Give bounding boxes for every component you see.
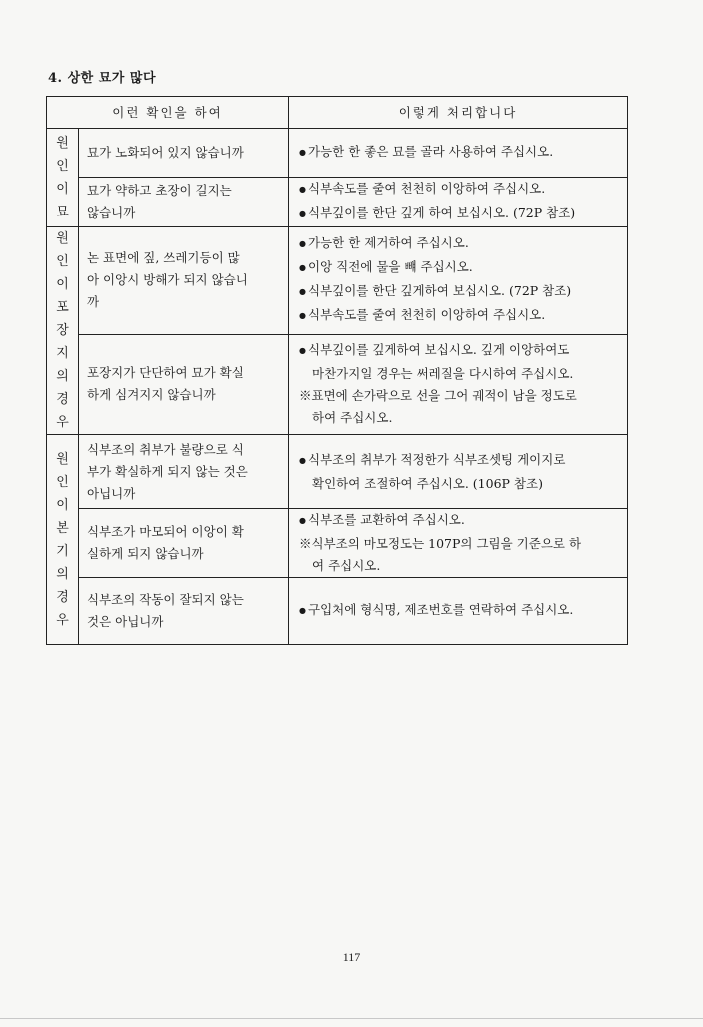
action-line: ● 식부깊이를 깊게하여 보십시오. 깊게 이앙하여도 <box>299 339 619 363</box>
check-line: 것은 아닙니까 <box>87 614 164 629</box>
action-line: ● 식부속도를 줄여 천천히 이앙하여 주십시오. <box>299 178 619 202</box>
check-line: 않습니까 <box>87 205 136 220</box>
check-line: 아 이앙시 방해가 되지 않습니 <box>87 272 248 288</box>
category-char: 의 <box>56 566 69 582</box>
category-char: 우 <box>56 415 69 430</box>
check-cell <box>79 178 289 227</box>
category-char: 원 <box>56 451 69 467</box>
check-line: 하게 심겨지지 않습니까 <box>87 387 216 403</box>
table-row <box>47 129 628 178</box>
category-cell <box>47 129 79 227</box>
action-note: ※ 식부조의 마모정도는 107P의 그림을 기준으로 하 <box>299 533 619 555</box>
check-line: 부가 확실하게 되지 않는 것은 <box>87 463 248 479</box>
action-line: 여 주십시오. <box>312 558 381 573</box>
check-line: 묘가 약하고 초장이 길지는 <box>87 183 232 198</box>
table-body <box>47 129 628 645</box>
action-line: ● 이앙 직전에 물을 뺴 주십시오. <box>299 256 619 280</box>
category-char: 우 <box>56 612 69 628</box>
check-line: 포장지가 단단하여 묘가 확실 <box>87 365 244 381</box>
check-line: 식부조의 취부가 불량으로 식 <box>87 441 244 457</box>
check-line: 식부조가 마모되어 이앙이 확 <box>87 524 244 539</box>
check-line: 묘가 노화되어 있지 않습니까 <box>87 145 244 160</box>
category-char: 의 <box>56 369 69 384</box>
action-line: ● 가능한 한 좋은 묘를 골라 사용하여 주십시오. <box>299 141 619 165</box>
check-line: 까 <box>87 294 100 310</box>
check-line: 실하게 되지 않습니까 <box>87 546 204 561</box>
category-char: 원 <box>56 231 69 246</box>
action-cell <box>289 435 628 509</box>
check-line: 논 표면에 짚, 쓰레기등이 많 <box>87 250 240 266</box>
action-line: ● 식부조를 교환하여 주십시오. <box>299 509 619 533</box>
action-line: ● 구입처에 형식명, 제조번호를 연락하여 주십시오. <box>299 599 619 623</box>
check-cell <box>79 509 289 578</box>
action-line: 확인하여 조절하여 주십시오. (106P 참조) <box>312 475 543 491</box>
category-char: 포 <box>56 300 69 315</box>
action-line: ● 식부조의 취부가 적정한가 식부조셋팅 게이지로 <box>299 449 619 473</box>
category-char: 이 <box>56 277 69 292</box>
category-cell <box>47 435 79 645</box>
header-check: 이런 확인을 하여 <box>47 97 289 129</box>
check-cell <box>79 334 289 434</box>
check-line: 아닙니까 <box>87 485 136 501</box>
action-line: ● 식부깊이를 한단 깊게하여 보십시오. (72P 참조) <box>299 280 619 304</box>
table-row <box>47 227 628 335</box>
category-char: 기 <box>56 543 69 559</box>
category-char: 원 <box>56 135 69 151</box>
category-char: 이 <box>56 497 69 513</box>
check-cell <box>79 129 289 178</box>
action-line: 하여 주십시오. <box>312 410 393 426</box>
category-char: 지 <box>56 346 69 361</box>
category-char: 묘 <box>56 204 69 220</box>
troubleshooting-table <box>46 96 628 645</box>
action-cell <box>289 334 628 434</box>
table-row <box>47 435 628 509</box>
action-line: ● 식부깊이를 한단 깊게 하여 보십시오. (72P 참조) <box>299 202 619 226</box>
category-char: 인 <box>56 158 69 174</box>
table-row <box>47 509 628 578</box>
action-line: ● 식부속도를 줄여 천천히 이앙하여 주십시오. <box>299 304 619 328</box>
category-char: 장 <box>56 323 69 338</box>
action-note: ※ 표면에 손가락으로 선을 그어 궤적이 남을 정도로 <box>299 385 619 407</box>
action-cell <box>289 178 628 227</box>
check-cell <box>79 435 289 509</box>
table-header-row <box>47 97 628 129</box>
category-char: 인 <box>56 474 69 490</box>
action-cell <box>289 129 628 178</box>
category-char: 이 <box>56 181 69 197</box>
header-action: 이렇게 처리합니다 <box>289 97 628 129</box>
table-row <box>47 334 628 434</box>
table-row <box>47 178 628 227</box>
table-row <box>47 578 628 645</box>
category-char: 본 <box>56 520 69 536</box>
section-heading: 4. 상한 묘가 많다 <box>48 71 156 86</box>
page-number: 117 <box>342 950 361 964</box>
category-cell <box>47 227 79 435</box>
action-cell <box>289 509 628 578</box>
check-cell <box>79 227 289 335</box>
action-line: ● 가능한 한 제거하여 주십시오. <box>299 232 619 256</box>
check-cell <box>79 578 289 645</box>
category-char: 인 <box>56 254 69 269</box>
page-edge-line <box>0 1018 703 1019</box>
action-cell <box>289 227 628 335</box>
action-cell <box>289 578 628 645</box>
category-char: 경 <box>56 589 69 605</box>
action-line: 마찬가지일 경우는 써레질을 다시하여 주십시오. <box>312 366 574 382</box>
category-char: 경 <box>56 392 69 407</box>
check-line: 식부조의 작동이 잘되지 않는 <box>87 592 244 607</box>
